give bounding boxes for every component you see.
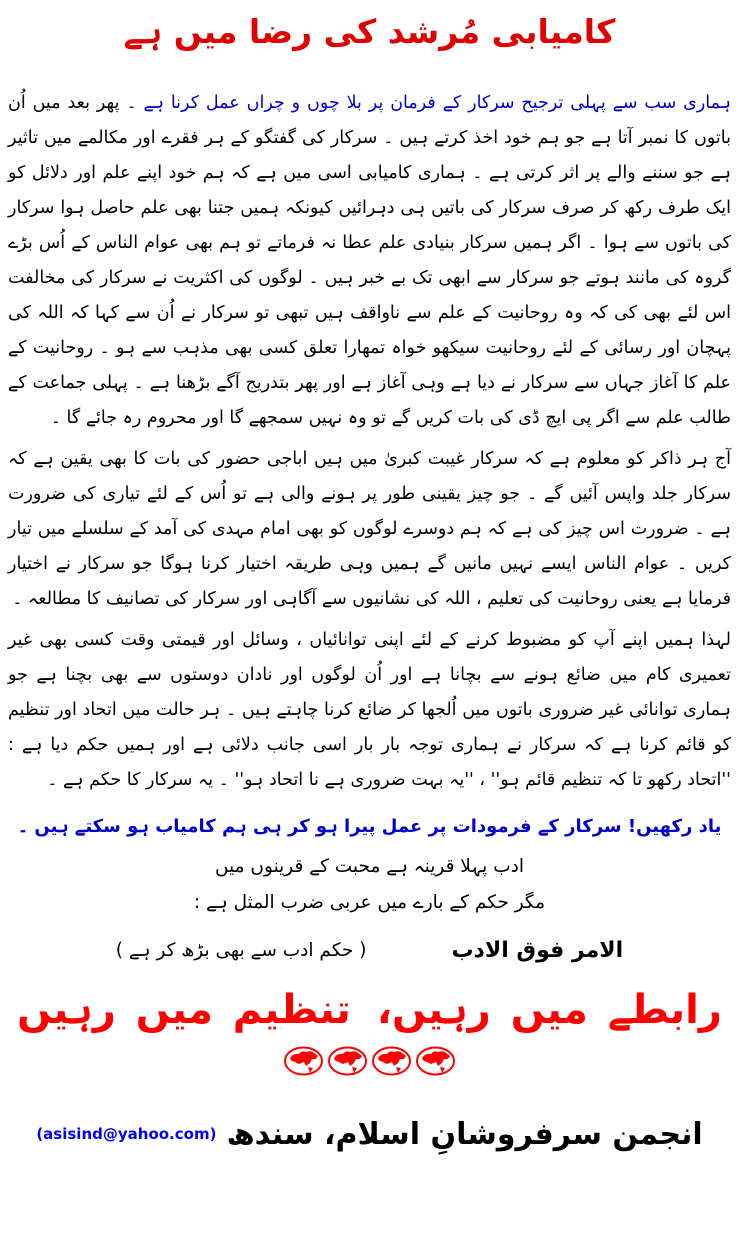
paragraph-1 [8,86,731,436]
globe-icon [327,1045,368,1077]
globe-icon [371,1045,412,1077]
body-text [0,86,739,798]
footer [0,1117,739,1152]
couplet-line-2: مگر حکم کے بارے میں عربی ضرب المثل ہے : [193,891,546,913]
proverb-gloss: ( حکم ادب سے بھی بڑھ کر ہے ) [115,939,367,961]
page-title: کامیابی مُرشد کی رضا میں ہے [123,12,616,51]
footer-email-link[interactable]: (asisind@yahoo.com) [36,1125,217,1144]
couplet-line-1: ادب پہلا قرینہ ہے محبت کے قرینوں میں [214,855,525,877]
paragraph-1-lead: ہماری سب سے پہلی ترجیح سرکار کے فرمان پر بلا چوں و چراں عمل کرنا ہے ۔ [126,92,731,113]
reminder-line: یاد رکھیں! سرکار کے فرمودات پر عمل پیرا ہو کر ہی ہم کامیاب ہو سکتے ہیں ۔ [17,815,722,837]
globe-icon [283,1045,324,1077]
slogan-part-2: تنظیم میں رہیں [17,986,351,1033]
proverb-arabic: الامر فوق الادب [451,937,624,963]
slogan-part-1: رابطے میں رہیں، [376,986,722,1033]
globe-icon [415,1045,456,1077]
proverb-row [0,938,739,963]
footer-organization: انجمن سرفروشانِ اسلام، سندھ [226,1116,703,1152]
slogan-line [0,985,739,1035]
globe-icon-row [0,1045,739,1077]
paragraph-1-rest: پھر بعد میں اُن باتوں کا نمبر آتا ہے جو ہم خود اخذ کرتے ہیں ۔ سرکار کی گفتگو کے ہر فقرے اور مکالمے میں تاثیر ہے جو سننے والے پر اثر کرتی ہے ۔ ہماری کامیابی اسی میں ہے کہ ہم خود اپنے علم اور دلائل کو ایک طرف رکھ کر صرف سرکار کی باتیں ہی دہرائیں کیونکہ ہمیں جتنا بھی علم حاصل ہوا سرکار کی باتوں سے ہوا ۔ اگر ہمیں سرکار بنیادی علم عطا نہ فرماتے تو ہم بھی عوام الناس کے اُس بڑے گروہ کی مانند ہوتے جو سرکار سے ابھی تک بے خبر ہیں ۔ لوگوں کی اکثریت نے سرکار کی مخالفت اس لئے بھی کی کہ وہ روحانیت کے علم سے ناواقف ہیں تبھی تو سرکار نے اُن سے کہا کہ اللہ کی پہچان اور رسائی کے لئے روحانیت سیکھو خواہ تمھارا تعلق کسی بھی مذہب سے ہو ۔ روحانیت کے علم کا آغاز جہاں سے سرکار نے دیا ہے وہی آغاز ہے اور پھر بتدریج آگے بڑھنا ہے ۔ پہلی جماعت کے طالب علم سے اگر پی ایچ ڈی کی بات کریں گے تو وہ نہیں سمجھے گا اور محروم رہ جائے گا ۔ [8,92,731,428]
paragraph-3: لہذا ہمیں اپنے آپ کو مضبوط کرنے کے لئے اپنی توانائیاں ، وسائل اور قیمتی وقت کسی بھی غیر تعمیری کام میں ضائع ہونے سے بچانا ہے اور اُن لوگوں اور نادان دوستوں سے بھی بچنا ہے جو ہماری توانائی غیر ضروری باتوں میں اُلجھا کر ضائع کرنا چاہتے ہیں ۔ ہر حالت میں اتحاد اور تنظیم کو قائم کرنا ہے کہ سرکار نے ہماری توجہ بار بار اسی جانب دلائی ہے اور ہمیں حکم دیا ہے : ''اتحاد رکھو تا کہ تنظیم قائم ہو'' ، ''یہ بہت ضروری ہے نا اتحاد ہو'' ۔ یہ سرکار کا حکم ہے ۔ [8,629,731,790]
paragraph-2: آج ہر ذاکر کو معلوم ہے کہ سرکار غیبت کبریٰ میں ہیں اباجی حضور کی بات کا بھی یقین ہے کہ سرکار جلد واپس آئیں گے ۔ جو چیز یقینی طور پر ہونے والی ہے تو اُس کے لئے تیاری کی ضرورت ہے ۔ ضرورت اس چیز کی ہے کہ ہم دوسرے لوگوں کو بھی امام مہدی کی آمد کے سلسلے میں تیار کریں ۔ عوام الناس ایسے نہیں مانیں گے ہمیں وہی طریقہ اختیار کرنا ہوگا جو سرکار نے اختیار فرمایا ہے یعنی روحانیت کی تعلیم ، اللہ کی نشانیوں سے آگاہی اور سرکار کی تصانیف کا مطالعہ ۔ [8,448,731,609]
